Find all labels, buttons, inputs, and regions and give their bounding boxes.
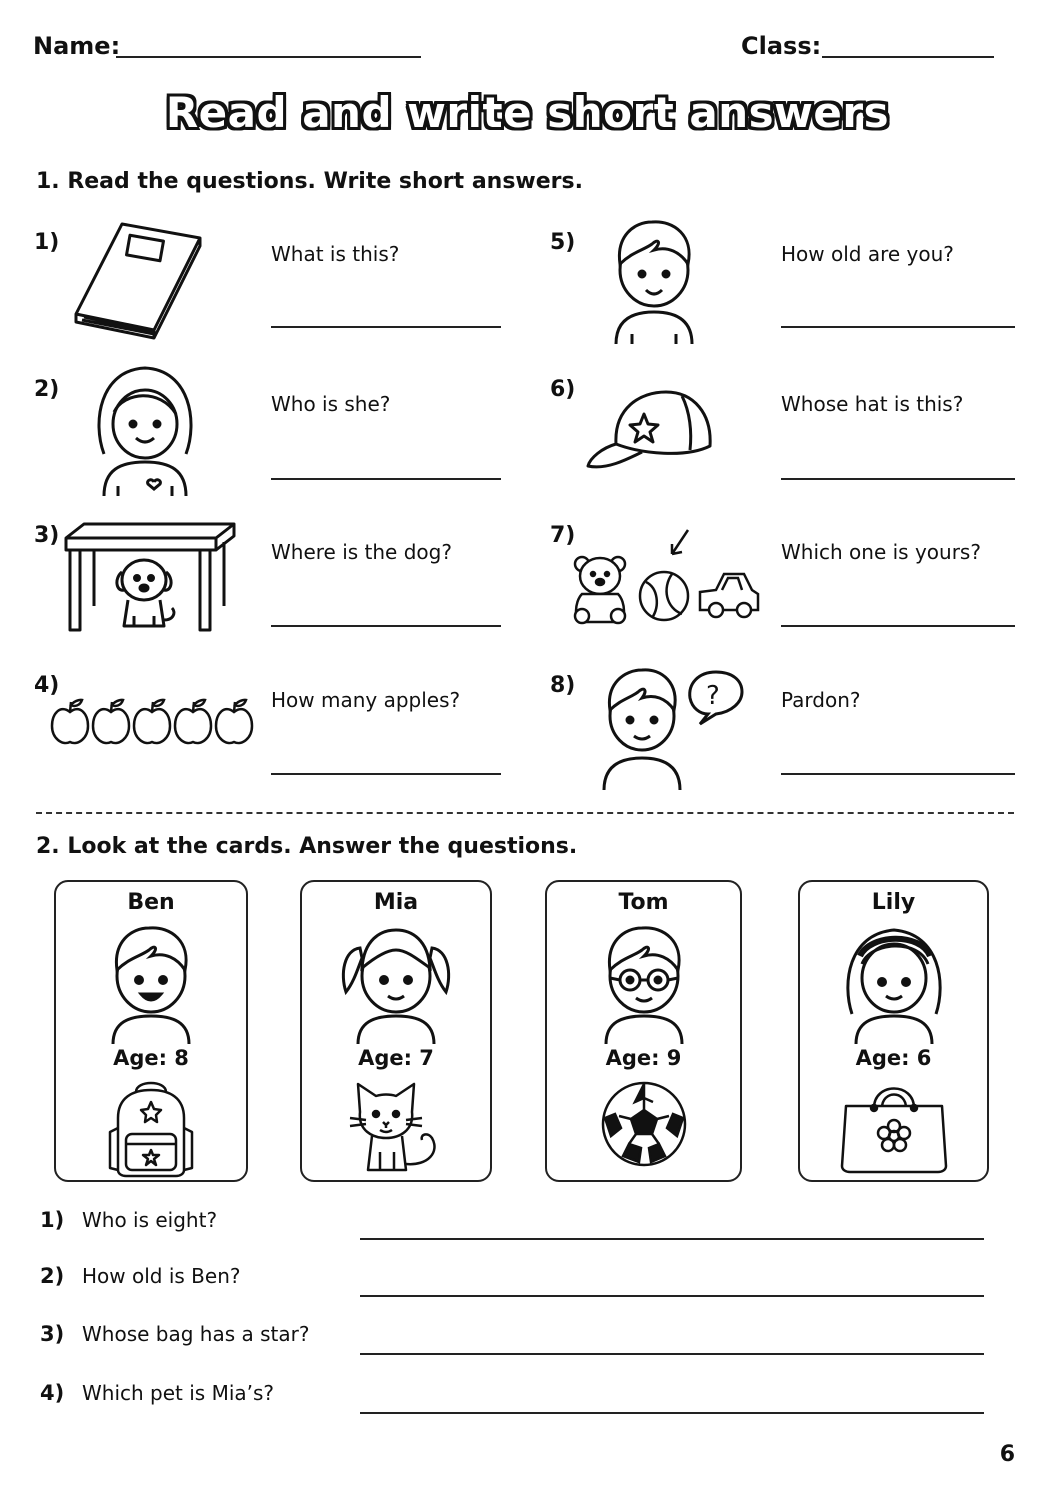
svg-text:?: ? [706,681,720,711]
question-text: Which pet is Mia’s? [82,1381,275,1405]
card-age: Age: 6 [855,1046,932,1070]
cap-icon [586,388,714,472]
question-text: How old are you? [781,242,954,266]
question-number: 4) [40,1381,65,1405]
question-text: Whose bag has a star? [82,1322,310,1346]
question-text: Pardon? [781,688,861,712]
question-number: 1) [40,1208,65,1232]
toys-icon [572,526,762,626]
book-icon [70,220,210,342]
answer-line[interactable] [360,1238,984,1240]
question-number: 3) [40,1322,65,1346]
apples-icon [50,696,256,748]
question-text: Whose hat is this? [781,392,964,416]
answer-line[interactable] [271,773,501,775]
card-ben [54,880,248,1182]
card-age: Age: 7 [358,1046,434,1070]
card-name: Lily [871,890,916,915]
item-number: 2) [34,377,60,402]
card-age: Age: 8 [113,1046,189,1070]
section1-heading: 1. Read the questions. Write short answers. [36,169,583,194]
question-number: 2) [40,1264,65,1288]
answer-line[interactable] [271,326,501,328]
girl-headband-icon [842,924,946,1048]
boy-question-icon [596,666,746,790]
soccer-ball-icon [599,1078,689,1172]
page-title: Read and write short answers [165,88,890,137]
section-divider [36,812,1014,814]
name-field[interactable] [116,56,421,58]
cat-icon [348,1078,444,1178]
dog-under-table-icon [64,520,236,632]
answer-line[interactable] [271,478,501,480]
answer-line[interactable] [781,326,1015,328]
card-tom [545,880,742,1182]
answer-line[interactable] [271,625,501,627]
card-lily [798,880,989,1182]
answer-line[interactable] [781,478,1015,480]
section2-heading: 2. Look at the cards. Answer the questions. [36,834,578,859]
backpack-icon [104,1078,198,1182]
question-text: How many apples? [271,688,461,712]
answer-line[interactable] [781,773,1015,775]
boy-face-icon [103,924,199,1048]
boy-icon [604,216,704,344]
handbag-icon [838,1078,950,1178]
girl-pigtails-icon [334,924,458,1048]
card-mia [300,880,492,1182]
item-number: 3) [34,523,60,548]
class-field[interactable] [822,56,994,58]
answer-line[interactable] [360,1295,984,1297]
item-number: 7) [550,523,576,548]
answer-line[interactable] [360,1353,984,1355]
boy-glasses-icon [596,924,692,1048]
question-text: What is this? [271,242,400,266]
class-label: Class: [741,32,822,60]
card-name: Mia [373,890,419,915]
item-number: 4) [34,673,60,698]
answer-line[interactable] [360,1412,984,1414]
item-number: 6) [550,377,576,402]
page-number: 6 [999,1442,1015,1467]
name-label: Name: [33,32,121,60]
item-number: 8) [550,673,576,698]
item-number: 5) [550,230,576,255]
answer-line[interactable] [781,625,1015,627]
item-number: 1) [34,230,60,255]
card-age: Age: 9 [605,1046,682,1070]
question-text: Who is she? [271,392,391,416]
question-text: Which one is yours? [781,540,981,564]
question-text: How old is Ben? [82,1264,241,1288]
question-text: Who is eight? [82,1208,218,1232]
question-text: Where is the dog? [271,540,452,564]
card-name: Tom [618,890,669,915]
girl-icon [90,362,200,496]
card-name: Ben [127,890,175,915]
